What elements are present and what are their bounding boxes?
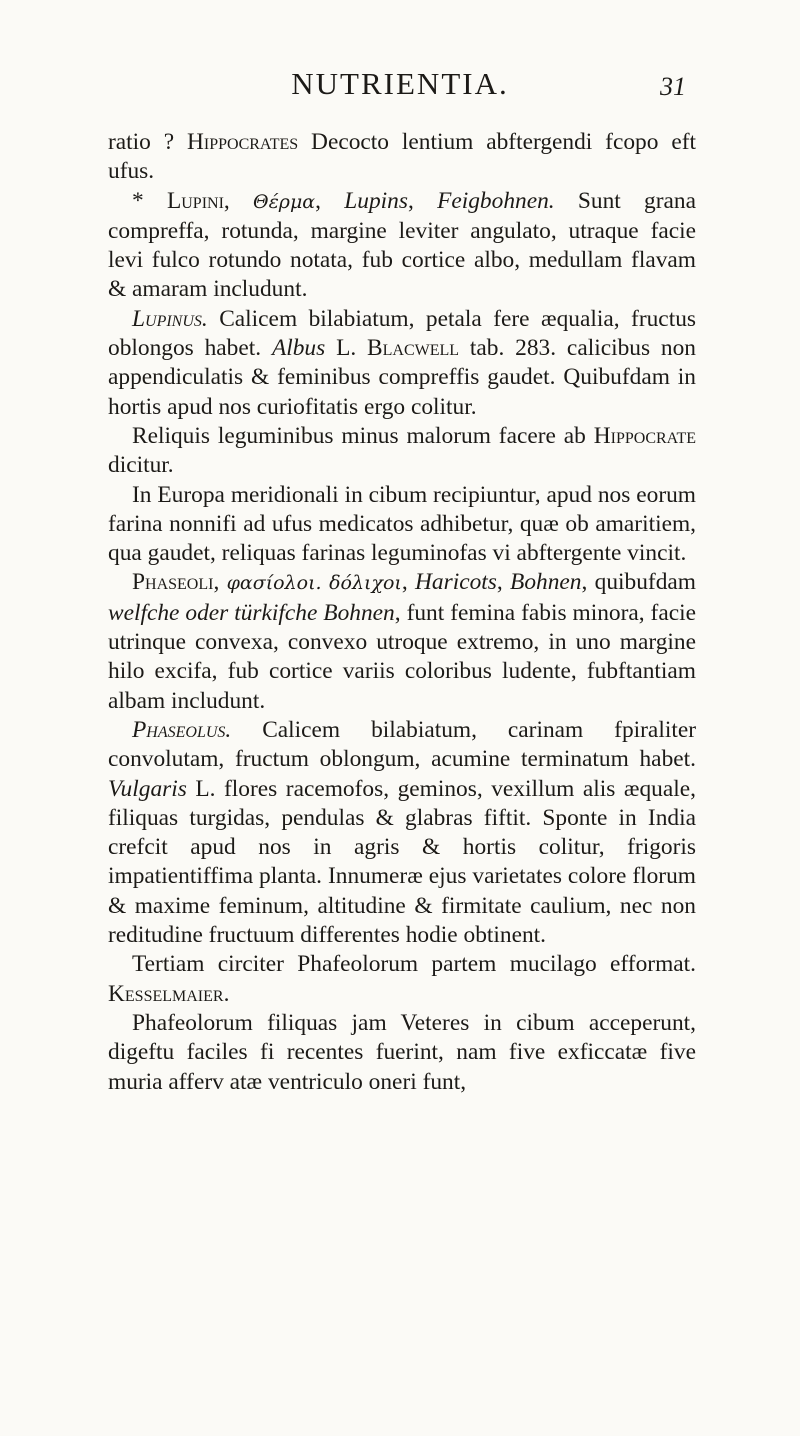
text-run: ratio ? [108, 129, 188, 155]
genus-name: Phaseolus. [132, 716, 232, 743]
french-name: Lupins [344, 187, 408, 214]
paragraph-lupini [108, 187, 696, 305]
text-run: Calicem bilabiatum, carinam fpiraliter convolutam, fructum oblongum, acumine terminatum habet. [108, 716, 696, 773]
species-name: Vulgaris [108, 775, 187, 802]
paragraph-lupinus [108, 305, 696, 422]
paragraph-ratio [108, 128, 696, 187]
text-run: , [223, 187, 254, 214]
author-name: Blacwell [367, 335, 460, 362]
text-run: , quibufdam [581, 569, 696, 596]
french-name: Haricots [415, 569, 497, 596]
greek-name: Θέρμα [253, 190, 316, 213]
paragraph-europa: In Europa meridionali in cibum recipiuntur, apud nos eorum farina nonnifi ad ufus medicatos adhibetur, quæ ob amaritiem, qua gaudet, reliquas farinas leguminofas vi abftergente vincit. [108, 481, 696, 567]
text-run: L. [325, 335, 368, 362]
paragraph-phaseoli [108, 568, 696, 715]
asterisk: * [132, 187, 167, 214]
paragraph-tertiam [108, 950, 696, 1009]
text-run: L. flores racemofos, geminos, vexillum alis æquale, filiquas turgidas, pendulas & glabras fiftit. Sponte in India crefcit apud nos in agris & hortis colitur, frigoris impatientiffima planta. Innumeræ ejus varietates colore florum & maxime feminum, altitudine & firmitate caulium, nec non reditudine fructuum differentes hodie obtinent. [108, 775, 696, 949]
text-run: tab. 283. calicibus non appendiculatis & feminibus compreffis gaudet. Quibufdam in hortis apud nos curiofitatis ergo colitur. [108, 335, 696, 420]
german-name: Feigbohnen. [437, 187, 555, 214]
species-name: Albus [271, 335, 326, 362]
entry-heading: Lupini [166, 187, 224, 214]
entry-heading: Phaseoli [132, 569, 214, 596]
page-number: 31 [660, 72, 686, 101]
text-run: , [315, 187, 345, 214]
german-name: Bohnen [510, 569, 582, 596]
genus-name: Lupinus. [132, 305, 208, 332]
author-name: Hippocrate [593, 422, 696, 449]
text-run: , [401, 569, 415, 596]
text-run: , [407, 187, 438, 214]
text-run: Calicem bilabiatum, petala fere æqualia, fructus oblongos habet. [108, 305, 696, 362]
text-run: , funt femina fabis minora, facie utrinque convexa, convexo utroque extremo, in uno margine hilo excifa, fub cortice variis coloribus ludente, fubftantiam albam includunt. [108, 599, 696, 714]
text-run: Sunt grana compreffa, rotunda, margine leviter angulato, utraque facie levi fulco rotundo notata, fub cortice albo, medullam flavam & amaram includunt. [108, 187, 696, 303]
text-run: Tertiam circiter Phafeolorum partem mucilago efformat. [132, 951, 696, 978]
author-name: Kesselmaier. [108, 980, 230, 1007]
text-run: Reliquis leguminibus minus malorum facere ab [132, 422, 594, 449]
body-text [108, 128, 696, 1097]
text-run: Decocto lentium abftergendi fcopo eft ufus. [108, 129, 696, 185]
author-name: Hippocrates [187, 129, 299, 155]
text-run: , [213, 569, 227, 596]
running-head: NUTRIENTIA. [291, 66, 509, 101]
paragraph-reliquis [108, 422, 696, 481]
paragraph-phaseolus [108, 716, 696, 950]
german-name: welfche oder türkifche Bohnen [108, 599, 395, 626]
text-run: , [496, 569, 511, 596]
greek-name: φασίολοι. δόλιχοι [226, 572, 402, 595]
paragraph-phafeolorum: Phafeolorum filiquas jam Veteres in cibum acceperunt, digeftu faciles fi recentes fuerint, nam five exficcatæ five muria afferv atæ ventriculo oneri funt, [108, 1009, 696, 1095]
text-run: dicitur. [108, 452, 174, 479]
